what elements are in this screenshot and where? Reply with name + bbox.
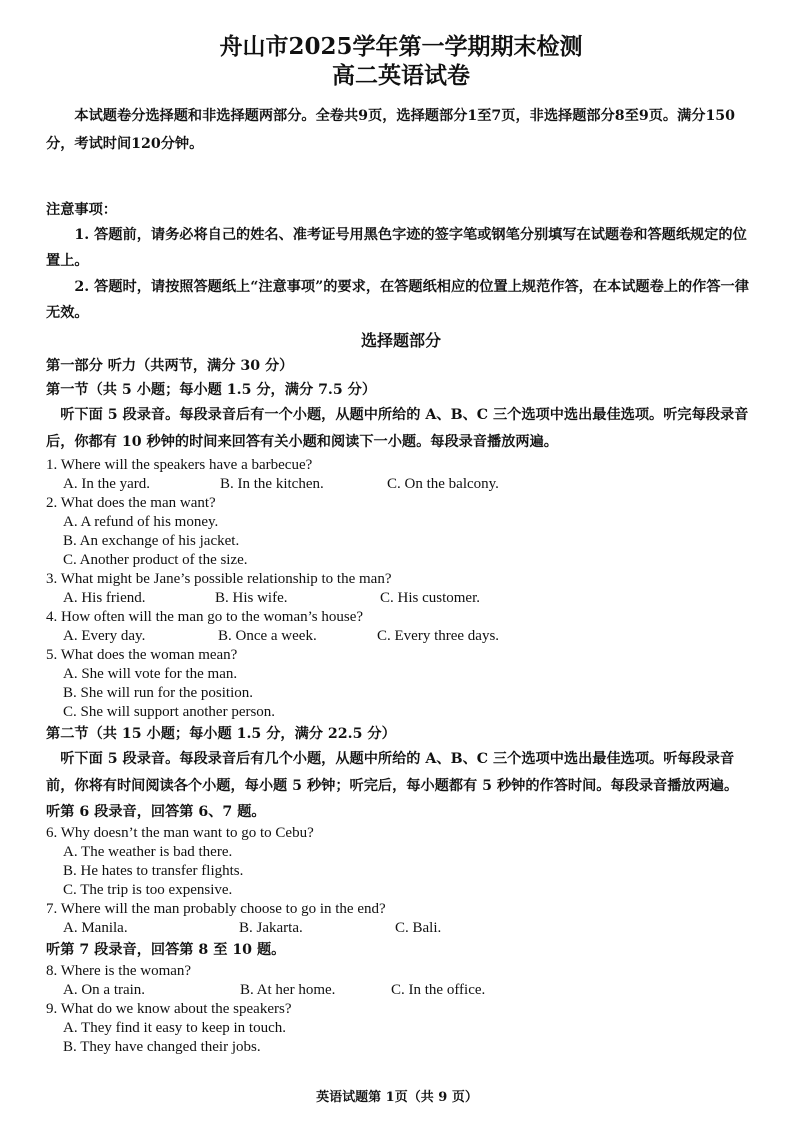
question-4-option-b: B. Once a week. <box>218 628 317 644</box>
question-8-option-a: A. On a train. <box>63 982 146 998</box>
question-3-stem: 3. What might be Jane’s possible relationship to the man? <box>46 571 392 587</box>
question-3-option-a: A. His friend. <box>63 590 146 606</box>
question-7-option-c: C. Bali. <box>395 920 442 936</box>
question-2-option-b: B. An exchange of his jacket. <box>63 533 240 549</box>
question-7-options <box>46 919 756 938</box>
question-6-stem: 6. Why doesn’t the man want to go to Cebu? <box>46 825 314 841</box>
question-8-option-c: C. In the office. <box>391 982 486 998</box>
section-title: 选择题部分 <box>360 331 441 350</box>
exam-title-line2: 高二英语试卷 <box>332 62 470 89</box>
question-1 <box>46 456 756 494</box>
question-6 <box>46 824 756 900</box>
question-2-option-a: A. A refund of his money. <box>63 514 219 530</box>
question-4-stem: 4. How often will the man go to the woman’s house? <box>46 609 364 625</box>
question-9 <box>46 1000 756 1057</box>
question-8-option-b: B. At her home. <box>240 982 336 998</box>
question-1-options <box>46 475 756 494</box>
question-3-option-b: B. His wife. <box>215 590 288 606</box>
question-8 <box>46 962 756 1000</box>
notice-item-1: 1. 答题前，请务必将自己的姓名、准考证号用黑色字迹的签字笔或钢笔分别填写在试题卷和答题纸规定的位置上。 <box>46 227 747 269</box>
question-9-stem: 9. What do we know about the speakers? <box>46 1001 292 1017</box>
part1-title: 第一部分 听力（共两节，满分 30 分） <box>46 358 294 374</box>
section2-title: 第二节（共 15 小题；每小题 1.5 分，满分 22.5 分） <box>46 726 396 742</box>
question-3-option-c: C. His customer. <box>380 590 480 606</box>
page-footer: 英语试题第 1页（共 9 页） <box>316 1090 478 1105</box>
question-7-option-a: A. Manila. <box>63 920 128 936</box>
question-6-option-b: B. He hates to transfer flights. <box>63 863 244 879</box>
question-1-option-b: B. In the kitchen. <box>220 476 324 492</box>
question-4-option-a: A. Every day. <box>63 628 146 644</box>
question-7-option-b: B. Jakarta. <box>239 920 303 936</box>
question-3-options <box>46 589 756 608</box>
question-4-options <box>46 627 756 646</box>
question-7 <box>46 900 756 938</box>
question-2 <box>46 494 756 570</box>
question-5-option-a: A. She will vote for the man. <box>63 666 238 682</box>
question-1-option-c: C. On the balcony. <box>387 476 499 492</box>
group6-heading: 听第 6 段录音，回答第 6、7 题。 <box>46 804 266 820</box>
section2-instructions: 听下面 5 段录音。每段录音后有几个小题，从题中所给的 A、B、C 三个选项中选出最佳选项。听每段录音前，你将有时间阅读各个小题，每小题 5 秒钟；听完后，每小题都有 5 秒钟的作答时间。每段录音播放两遍。 <box>46 751 739 794</box>
section1-instructions: 听下面 5 段录音。每段录音后有一个小题，从题中所给的 A、B、C 三个选项中选出最佳选项。听完每段录音后，你都有 10 秒钟的时间来回答有关小题和阅读下一小题。每段录音播放两遍。 <box>46 407 749 450</box>
question-3 <box>46 570 756 608</box>
question-4-option-c: C. Every three days. <box>377 628 500 644</box>
question-6-option-a: A. The weather is bad there. <box>63 844 233 860</box>
exam-intro: 本试题卷分选择题和非选择题两部分。全卷共9页，选择题部分1至7页，非选择题部分8至9页。满分150分，考试时间120分钟。 <box>46 108 736 152</box>
question-5 <box>46 646 756 722</box>
question-8-stem: 8. Where is the woman? <box>46 963 192 979</box>
notice-heading: 注意事项： <box>46 202 117 218</box>
question-1-stem: 1. Where will the speakers have a barbecue? <box>46 457 313 473</box>
question-8-options <box>46 981 756 1000</box>
question-2-stem: 2. What does the man want? <box>46 495 216 511</box>
question-1-option-a: A. In the yard. <box>63 476 151 492</box>
question-5-option-b: B. She will run for the position. <box>63 685 253 701</box>
group7-heading: 听第 7 段录音，回答第 8 至 10 题。 <box>46 942 286 958</box>
section1-title: 第一节（共 5 小题；每小题 1.5 分，满分 7.5 分） <box>46 382 377 398</box>
question-6-option-c: C. The trip is too expensive. <box>63 882 233 898</box>
question-5-option-c: C. She will support another person. <box>63 704 276 720</box>
question-9-option-a: A. They find it easy to keep in touch. <box>63 1020 287 1036</box>
question-2-option-c: C. Another product of the size. <box>63 552 248 568</box>
question-7-stem: 7. Where will the man probably choose to go in the end? <box>46 901 386 917</box>
question-5-stem: 5. What does the woman mean? <box>46 647 238 663</box>
question-9-option-b: B. They have changed their jobs. <box>63 1039 261 1055</box>
notice-item-2: 2. 答题时，请按照答题纸上“注意事项”的要求，在答题纸相应的位置上规范作答，在本试题卷上的作答一律无效。 <box>46 279 749 321</box>
question-4 <box>46 608 756 646</box>
exam-title-line1: 舟山市2025学年第一学期期末检测 <box>219 33 583 60</box>
